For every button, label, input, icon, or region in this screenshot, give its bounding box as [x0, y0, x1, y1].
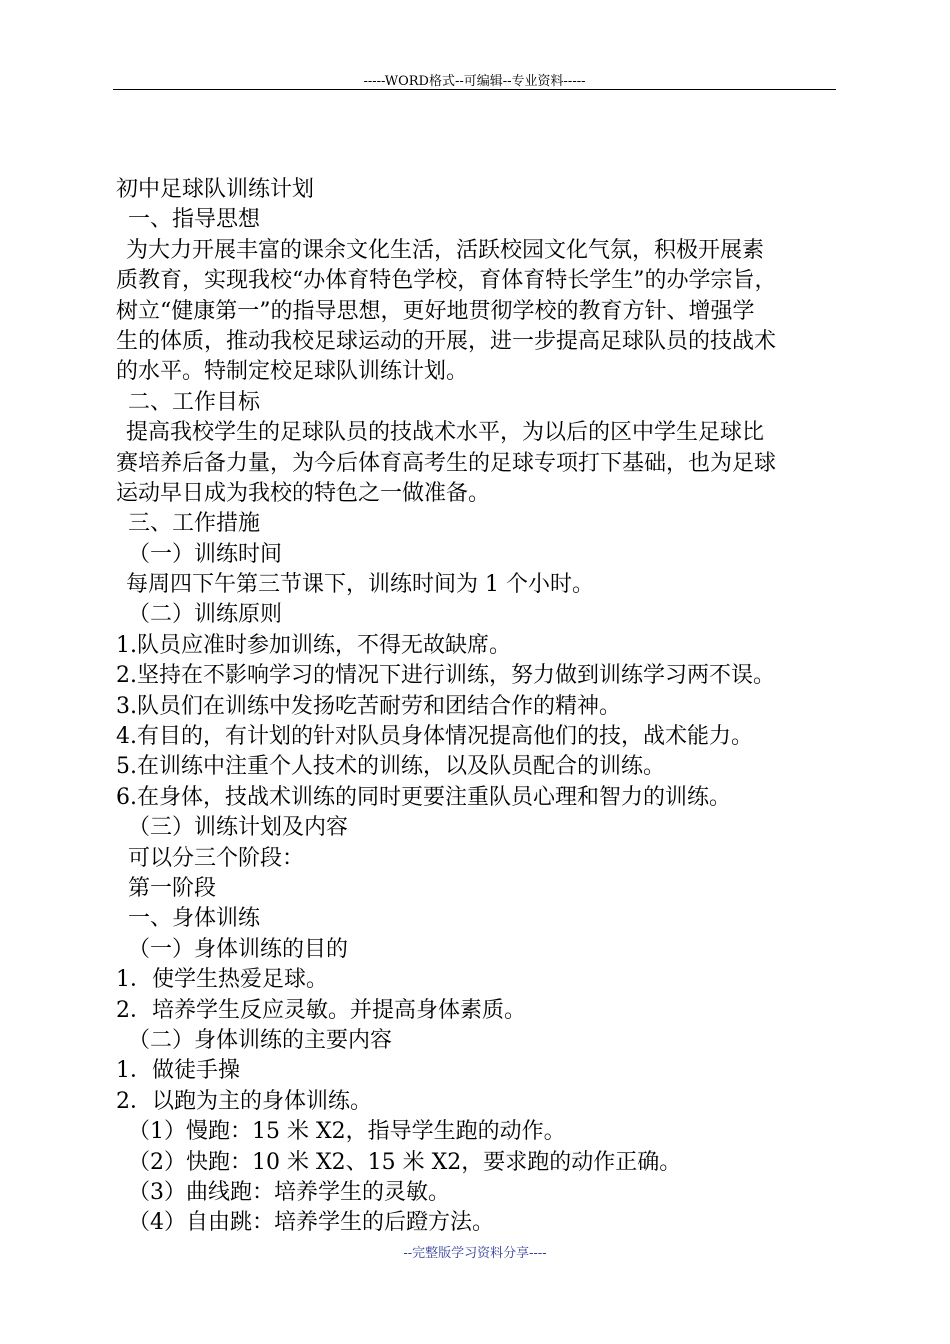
- content-item: 2．以跑为主的身体训练。: [116, 1088, 372, 1114]
- document-title: 初中足球队训练计划: [116, 177, 315, 202]
- header-rule: [113, 89, 836, 90]
- subheading-training-plan: （三）训练计划及内容: [128, 815, 349, 841]
- principle-item: 2.坚持在不影响学习的情况下进行训练，努力做到训练学习两不误。: [116, 663, 775, 689]
- purpose-heading: （一）身体训练的目的: [128, 936, 349, 962]
- paragraph-line: 为大力开展丰富的课余文化生活，活跃校园文化气氛，积极开展素: [126, 237, 765, 263]
- run-item: （1）慢跑：15 米 X2，指导学生跑的动作。: [128, 1119, 566, 1145]
- page-footer: --完整版学习资料分享----: [403, 1246, 547, 1261]
- run-item: （2）快跑：10 米 X2、15 米 X2，要求跑的动作正确。: [128, 1149, 682, 1175]
- paragraph-line: 树立“健康第一”的指导思想，更好地贯彻学校的教育方针、增强学: [116, 298, 755, 324]
- section-heading-work-goals: 二、工作目标: [128, 389, 261, 415]
- page-header: -----WORD格式--可编辑--专业资料-----: [363, 74, 586, 89]
- content-item: 1．做徒手操: [116, 1058, 240, 1084]
- physical-training-heading: 一、身体训练: [128, 906, 261, 932]
- section-heading-guiding-ideology: 一、指导思想: [128, 207, 261, 233]
- runs-list: [116, 1117, 840, 1239]
- principle-item: 4.有目的，有计划的针对队员身体情况提高他们的技，战术能力。: [116, 724, 753, 750]
- principle-item: 1.队员应准时参加训练，不得无故缺席。: [116, 632, 511, 658]
- section-heading-work-measures: 三、工作措施: [128, 511, 261, 537]
- paragraph-line: 运动早日成为我校的特色之一做准备。: [116, 480, 491, 506]
- phase-one-heading: 第一阶段: [128, 875, 217, 901]
- content-heading: （二）身体训练的主要内容: [128, 1027, 393, 1053]
- run-item: （3）曲线跑：培养学生的灵敏。: [128, 1179, 450, 1205]
- document-body: [116, 175, 840, 1239]
- principle-item: 3.队员们在训练中发扬吃苦耐劳和团结合作的精神。: [116, 693, 621, 719]
- paragraph-line: 提高我校学生的足球队员的技战术水平，为以后的区中学生足球比: [126, 420, 765, 446]
- principles-list: [116, 631, 840, 813]
- paragraph-line: 质教育，实现我校“办体育特色学校，育体育特长学生”的办学宗旨，: [116, 268, 777, 294]
- subheading-training-principles: （二）训练原则: [128, 602, 283, 628]
- run-item: （4）自由跳：培养学生的后蹬方法。: [128, 1210, 494, 1236]
- paragraph-line: 的水平。特制定校足球队训练计划。: [116, 359, 469, 385]
- purpose-item: 1．使学生热爱足球。: [116, 967, 328, 993]
- principle-item: 6.在身体，技战术训练的同时更要注重队员心理和智力的训练。: [116, 784, 731, 810]
- purpose-item: 2．培养学生反应灵敏。并提高身体素质。: [116, 997, 526, 1023]
- training-time-text: 每周四下午第三节课下，训练时间为 1 个小时。: [126, 572, 594, 598]
- subheading-training-time: （一）训练时间: [128, 541, 283, 567]
- paragraph-line: 生的体质，推动我校足球运动的开展，进一步提高足球队员的技战术: [116, 328, 777, 354]
- phases-intro: 可以分三个阶段：: [128, 845, 305, 871]
- paragraph-work-goals: [116, 418, 840, 509]
- paragraph-guiding-ideology: [116, 236, 840, 388]
- principle-item: 5.在训练中注重个人技术的训练，以及队员配合的训练。: [116, 754, 665, 780]
- paragraph-line: 赛培养后备力量，为今后体育高考生的足球专项打下基础，也为足球: [116, 450, 777, 476]
